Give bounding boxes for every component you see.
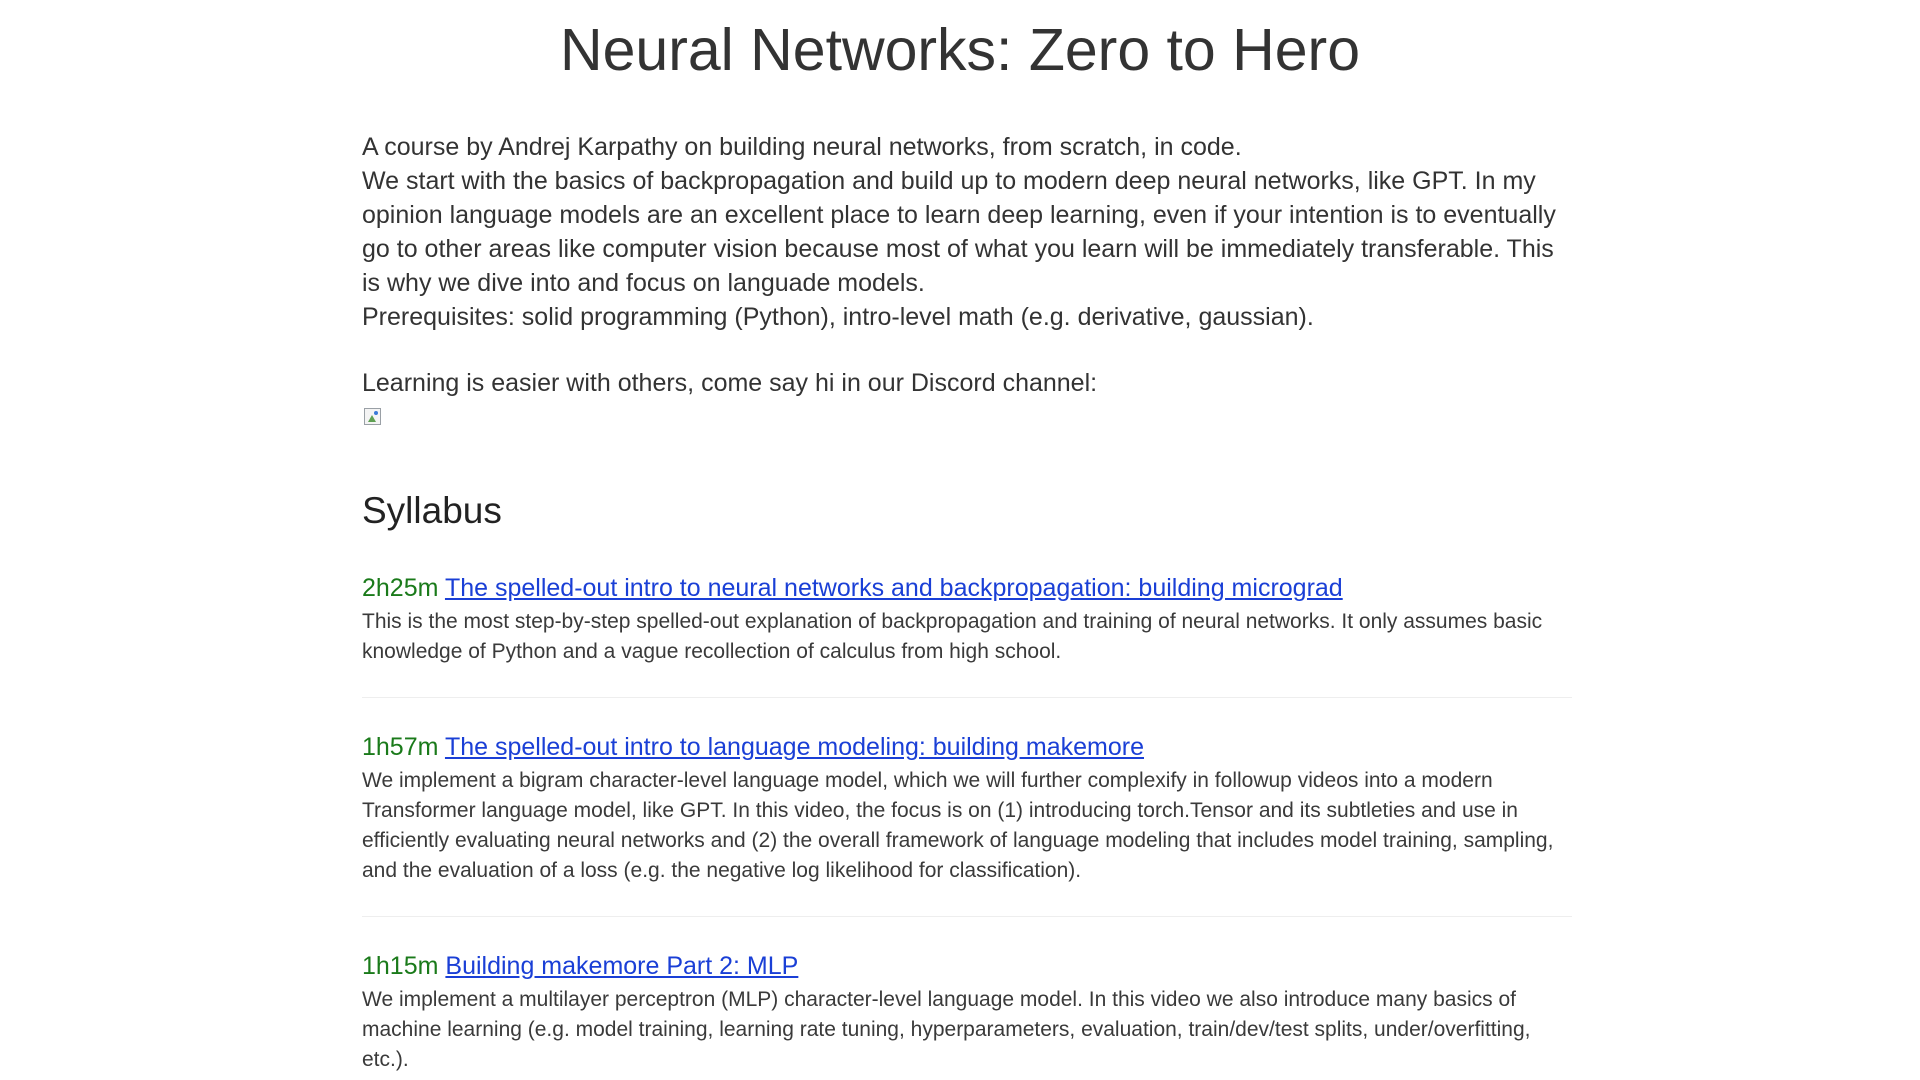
lecture-item — [362, 730, 1572, 917]
intro-line-prerequisites: Prerequisites: solid programming (Python), intro-level math (e.g. derivative, gaussian). — [362, 303, 1314, 331]
lecture-duration: 2h25m — [362, 574, 439, 602]
broken-image-icon[interactable] — [362, 406, 384, 428]
lecture-duration: 1h15m — [362, 952, 439, 980]
lecture-link-makemore[interactable]: The spelled-out intro to language modeling: building makemore — [444, 733, 1144, 761]
intro-section — [362, 130, 1572, 433]
lecture-description: This is the most step-by-step spelled-out explanation of backpropagation and training of neural networks. It only assumes basic knowledge of Python and a vague recollection of calculus from high school. — [362, 610, 1543, 663]
intro-line-description: We start with the basics of backpropagation and build up to modern deep neural networks, like GPT. In my opinion language models are an excellent place to learn deep learning, even if your intention is to eventually go to other areas like computer vision because most of what you learn will be immediately transferable. This is why we dive into and focus on languade models. — [362, 167, 1556, 297]
syllabus-heading: Syllabus — [362, 490, 502, 531]
lecture-header — [362, 730, 1572, 764]
lecture-item — [362, 949, 1572, 1080]
page-title: Neural Networks: Zero to Hero — [559, 17, 1361, 83]
lecture-item — [362, 571, 1572, 698]
intro-line-course: A course by Andrej Karpathy on building neural networks, from scratch, in code. — [362, 133, 1242, 161]
lecture-header — [362, 949, 1572, 983]
lecture-list — [362, 571, 1572, 1080]
spacer — [362, 334, 1572, 366]
lecture-link-micrograd[interactable]: The spelled-out intro to neural networks and backpropagation: building micrograd — [444, 574, 1343, 602]
lecture-link-makemore-mlp[interactable]: Building makemore Part 2: MLP — [445, 952, 799, 980]
lecture-description: We implement a bigram character-level language model, which we will further complexify in followup videos into a modern Transformer language model, like GPT. In this video, the focus is on (1) introducing torch.Tensor and its subtleties and use in efficiently evaluating neural networks and (2) the overall framework of language modeling that includes model training, sampling, and the evaluation of a loss (e.g. the negative log likelihood for classification). — [362, 769, 1554, 882]
lecture-duration: 1h57m — [362, 733, 439, 761]
discord-invite-text: Learning is easier with others, come say hi in our Discord channel: — [362, 369, 1098, 397]
lecture-description: We implement a multilayer perceptron (MLP) character-level language model. In this video we also introduce many basics of machine learning (e.g. model training, learning rate tuning, hyperparameters, evaluation, train/dev/test splits, under/overfitting, etc.). — [362, 988, 1531, 1071]
lecture-header — [362, 571, 1572, 605]
main-content — [362, 130, 1572, 1080]
